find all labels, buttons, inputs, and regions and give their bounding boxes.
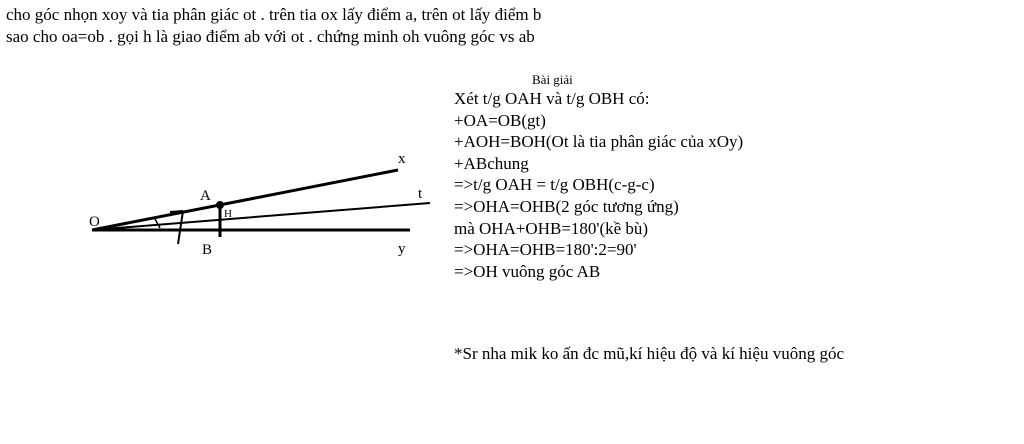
- label-h: H: [224, 208, 232, 220]
- label-o: O: [89, 214, 100, 230]
- point-a-dot: [216, 201, 224, 209]
- problem-line: sao cho oa=ob . gọi h là giao điểm ab với ot . chứng minh oh vuông góc vs ab: [6, 27, 535, 46]
- solution-line: mà OHA+OHB=180'(kề bù): [454, 218, 649, 238]
- label-b: B: [202, 242, 213, 258]
- ray-ox: [92, 170, 398, 230]
- label-x: x: [398, 151, 406, 167]
- solution-line: =>OH vuông góc AB: [454, 261, 601, 281]
- solution-line: +OA=OB(gt): [454, 110, 546, 130]
- solution-title: Bài giải: [532, 72, 573, 87]
- geometry-figure: [0, 0, 450, 280]
- solution-line: +AOH=BOH(Ot là tia phân giác của xOy): [454, 132, 744, 152]
- solution-line: Xét t/g OAH và t/g OBH có:: [454, 89, 650, 108]
- label-a: A: [200, 188, 211, 204]
- footnote: *Sr nha mik ko ấn đc mũ,kí hiệu độ và kí hiệu vuông góc: [454, 344, 844, 363]
- angle-mark: [155, 219, 160, 228]
- angle-mark: [178, 211, 183, 244]
- problem-line: cho góc nhọn xoy và tia phân giác ot . trên tia ox lấy điểm a, trên ot lấy điểm b: [6, 5, 542, 24]
- solution-line: =>t/g OAH = t/g OBH(c-g-c): [454, 175, 655, 195]
- solution-line: +ABchung: [454, 153, 529, 173]
- label-y: y: [398, 241, 406, 257]
- ray-ot: [92, 203, 430, 230]
- label-t: t: [418, 186, 423, 202]
- solution-body: [454, 88, 743, 282]
- solution-line: =>OHA=OHB(2 góc tương ứng): [454, 196, 679, 216]
- solution-line: =>OHA=OHB=180':2=90': [454, 240, 637, 260]
- angle-mark: [170, 211, 183, 212]
